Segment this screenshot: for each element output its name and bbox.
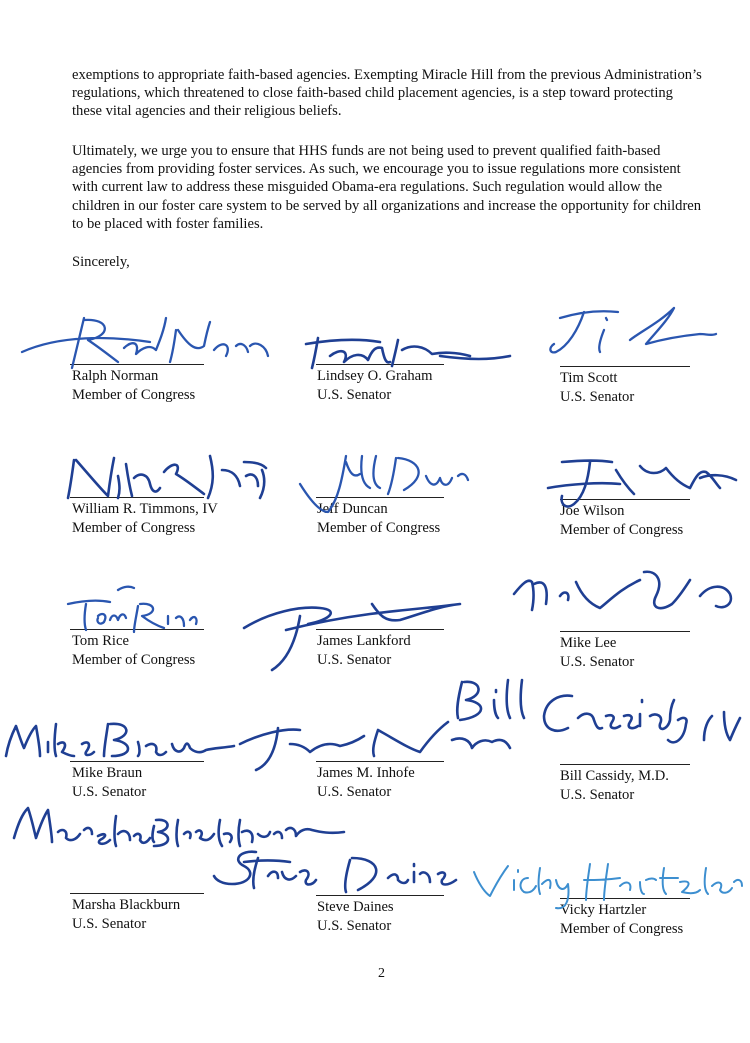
signature-block	[72, 764, 146, 801]
signature-block	[72, 500, 218, 537]
signature-line	[70, 893, 204, 894]
signatory-name: James Lankford	[317, 633, 411, 649]
signature-line	[560, 366, 690, 367]
signature-line	[560, 898, 690, 899]
signatory-name: Mike Braun	[72, 765, 143, 781]
signature-block	[560, 634, 634, 671]
signature-line	[560, 631, 690, 632]
signatory-title: U.S. Senator	[317, 651, 392, 668]
signatory-title: U.S. Senator	[72, 783, 147, 800]
signatory-name: James M. Inhofe	[317, 765, 415, 781]
signatory-name: Jeff Duncan	[317, 501, 388, 517]
signatory-name: Steve Daines	[317, 899, 394, 915]
signatory-name: William R. Timmons, IV	[72, 501, 218, 517]
signatory-title: U.S. Senator	[560, 388, 635, 405]
signatory-name: Tom Rice	[72, 633, 129, 649]
signature-block	[72, 896, 180, 933]
signature-line	[70, 761, 204, 762]
signatory-title: U.S. Senator	[317, 917, 392, 934]
signature-mike-lee	[514, 572, 731, 610]
signature-line	[316, 497, 444, 498]
signature-line	[70, 497, 204, 498]
signature-james-inhofe	[240, 722, 510, 770]
signature-tim-scott	[550, 308, 716, 352]
signatory-title: U.S. Senator	[560, 653, 635, 670]
signatory-title: U.S. Senator	[317, 386, 392, 403]
signature-block	[560, 767, 669, 804]
signature-block	[317, 367, 433, 404]
signature-block	[317, 632, 411, 669]
signature-block	[560, 502, 683, 539]
signature-block	[72, 632, 195, 669]
signatory-name: Joe Wilson	[560, 503, 625, 519]
signature-block	[72, 367, 195, 404]
signature-block	[317, 764, 415, 801]
signatory-name: Tim Scott	[560, 370, 618, 386]
signatory-name: Marsha Blackburn	[72, 897, 181, 913]
signatory-name: Vicky Hartzler	[560, 902, 647, 918]
signature-block	[560, 901, 683, 938]
signature-mike-braun	[6, 724, 234, 756]
signature-line	[316, 761, 444, 762]
signature-bill-cassidy	[457, 680, 740, 742]
signature-line	[316, 629, 444, 630]
closing-salutation: Sincerely,	[72, 254, 130, 270]
signature-line	[560, 764, 690, 765]
letter-paragraph: exemptions to appropriate faith-based agencies. Exempting Miracle Hill from the previous Administration’s regulations, which threatened to close faith-based child placement agencies, is a step toward protecting these vital agencies and their religious beliefs.	[72, 67, 702, 120]
signature-ralph-norman	[22, 318, 268, 368]
signature-block	[560, 369, 634, 406]
signatory-title: Member of Congress	[317, 519, 441, 536]
signature-block	[317, 898, 394, 935]
signatory-name: Ralph Norman	[72, 368, 159, 384]
signature-tom-rice	[68, 587, 197, 632]
page-number: 2	[378, 966, 385, 981]
signatory-title: Member of Congress	[72, 519, 196, 536]
signatory-name: Bill Cassidy, M.D.	[560, 768, 669, 784]
signatory-title: U.S. Senator	[560, 786, 635, 803]
signature-marsha-blackburn	[14, 808, 344, 846]
signatory-title: Member of Congress	[560, 521, 684, 538]
signature-line	[316, 895, 444, 896]
signatory-title: U.S. Senator	[317, 783, 392, 800]
signatory-name: Mike Lee	[560, 635, 617, 651]
signature-line	[560, 499, 690, 500]
signatory-title: U.S. Senator	[72, 915, 147, 932]
signatory-name: Lindsey O. Graham	[317, 368, 433, 384]
signatory-title: Member of Congress	[72, 386, 196, 403]
signature-william-timmons	[68, 456, 266, 498]
signature-line	[70, 364, 204, 365]
signatory-title: Member of Congress	[72, 651, 196, 668]
signature-line	[316, 364, 444, 365]
signatory-title: Member of Congress	[560, 920, 684, 937]
letter-paragraph: Ultimately, we urge you to ensure that HHS funds are not being used to prevent qualified faith-based agencies from providing foster services. As such, we encourage you to issue regulations more consistent with current law to address these misguided Obama-era regulations. Such regulation would allow the children in our foster care system to be served by all organizations and increase the opportunity for children to be placed with foster families.	[72, 143, 702, 232]
signature-steve-daines	[214, 852, 456, 892]
signature-line	[70, 629, 204, 630]
signature-block	[317, 500, 440, 537]
